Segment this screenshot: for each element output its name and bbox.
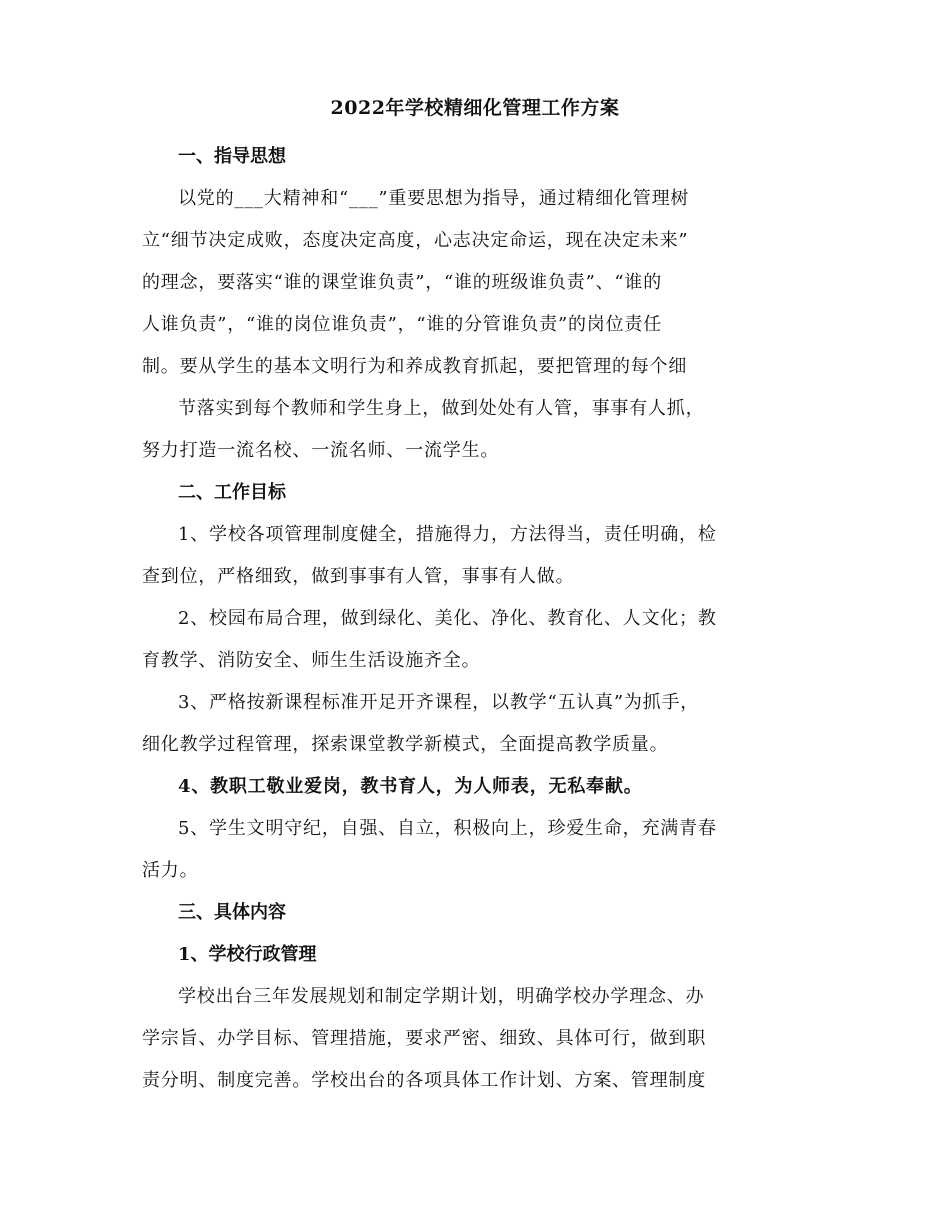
text-line: 节落实到每个教师和学生身上，做到处处有人管，事事有人抓， xyxy=(178,398,705,419)
text-line: 2、校园布局合理，做到绿化、美化、净化、教育化、人文化；教 xyxy=(178,608,717,629)
paragraph-guiding-1 xyxy=(142,178,808,388)
text-line: 4、教职工敬业爱岗，教书育人，为人师表，无私奉献。 xyxy=(178,776,643,797)
text-line: 育教学、消防安全、师生生活设施齐全。 xyxy=(142,650,481,671)
text-line: 责分明、制度完善。学校出台的各项具体工作计划、方案、管理制度 xyxy=(142,1070,706,1091)
text-line: 以党的___大精神和“___”重要思想为指导，通过精细化管理树 xyxy=(178,188,690,209)
goal-item-5 xyxy=(142,808,808,892)
paragraph-guiding-2 xyxy=(142,388,808,472)
text-line: 学校出台三年发展规划和制定学期计划，明确学校办学理念、办 xyxy=(178,986,705,1007)
text-line: 活力。 xyxy=(142,860,199,881)
section-heading-goals: 二、工作目标 xyxy=(178,482,286,503)
text-line: 1、学校各项管理制度健全，措施得力，方法得当，责任明确，检 xyxy=(178,524,717,545)
text-line: 制。要从学生的基本文明行为和养成教育抓起，要把管理的每个细 xyxy=(142,356,688,377)
document-title: 2022年学校精细化管理工作方案 xyxy=(330,97,620,119)
goal-item-3 xyxy=(142,682,808,766)
text-line: 3、严格按新课程标准开足开齐课程，以教学“五认真”为抓手， xyxy=(178,692,700,713)
section-heading-content: 三、具体内容 xyxy=(178,902,286,923)
paragraph-admin xyxy=(142,976,808,1102)
text-line: 查到位，严格细致，做到事事有人管，事事有人做。 xyxy=(142,566,575,587)
text-line: 人谁负责”，“谁的岗位谁负责”，“谁的分管谁负责”的岗位责任 xyxy=(142,314,663,335)
document-body xyxy=(142,92,808,1102)
text-line: 的理念，要落实“谁的课堂谁负责”，“谁的班级谁负责”、“谁的 xyxy=(142,272,663,293)
goal-item-1 xyxy=(142,514,808,598)
text-line: 努力打造一流名校、一流名师、一流学生。 xyxy=(142,440,500,461)
text-line: 学宗旨、办学目标、管理措施，要求严密、细致、具体可行，做到职 xyxy=(142,1028,706,1049)
section-heading-guiding: 一、指导思想 xyxy=(178,146,286,167)
goal-item-4 xyxy=(142,766,808,808)
text-line: 细化教学过程管理，探索课堂教学新模式，全面提高教学质量。 xyxy=(142,734,669,755)
goal-item-2 xyxy=(142,598,808,682)
text-line: 立“细节决定成败，态度决定高度，心志决定命运，现在决定未来” xyxy=(142,230,689,251)
subsection-heading-admin: 1、学校行政管理 xyxy=(178,944,317,965)
text-line: 5、学生文明守纪，自强、自立，积极向上，珍爱生命，充满青春 xyxy=(178,818,717,839)
